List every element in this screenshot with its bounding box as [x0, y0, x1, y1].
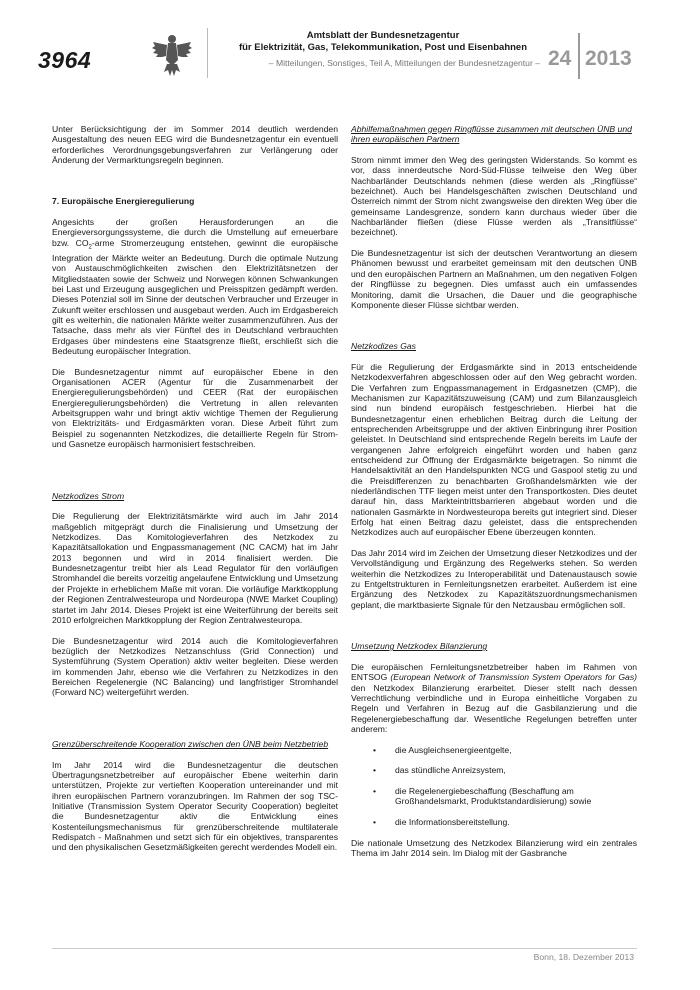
right-column [351, 124, 637, 869]
bullet-icon: • [373, 786, 377, 796]
paragraph: Für die Regulierung der Erdgasmärkte sind in 2013 entscheidende Netzkodexverfahren abgeschlossen oder auf den Weg gebracht worden. Die Verfahren zum Engpassmanagement in Erdgasnetzen (CMP), die Mechanismen zur Kapazitätszuweisung (CAM) und zum Bilanzausgleich sind nun bindend europäisch festgeschrieben. Hierbei hat die Bundesnetzagentur einen erheblichen Beitrag durch die Leitung der entsprechenden Arbeitsgruppe und der aktiven Einbringung ihrer Position geleistet. In Deutschland sind entsprechende Regeln bereits im Laufe der vergangenen Jahre erfolgreich eingeführt worden und haben ganz entscheidend zur Öffnung der Erdgasmärkte beigetragen. So nimmt die Handelsaktivität an den Handelspunkten NCG und Gaspool stetig zu und die Preisdifferenzen zu benachbarten Großhandelsmärkten wie der niederländischen TTF liegen meist unter den Transportkosten. Dies deutet darauf hin, dass Markteintrittsbarrieren abgebaut worden und die nationalen Gasmärkte in Nordwesteuropa bereits gut integriert sind. Dieser Erfolg hat einen Beitrag dazu geleistet, dass die entsprechenden Netzkodizes auch auf europäischer Ebene überzeugen konnten. [351, 361, 637, 538]
footer-divider [52, 948, 637, 949]
paragraph: Die Bundesnetzagentur wird 2014 auch die Komitologieverfahren bezüglich der Netzkodizes Netzanschluss (Grid Connection) und Systemführung (System Operation) aktiv weiter begleiten. Diese werden im kommenden Jahr, ebenso wie die Verfahren zu Netzkodizes in den Bereichen Regelenergie (NC Balancing) und langfristiger Stromhandel (Forward NC) weitergeführt werden. [52, 635, 338, 698]
paragraph: Die europäischen Fernleitungsnetzbetreiber haben im Rahmen von ENTSOG (European Network of Transmission System Operators for Gas) den Netzkodex Bilanzierung erarbeitet. Dieser stellt nach dessen Verrechtlichung verbindliche und in Europa einheitliche Vorgaben zu Regeln und Verfahren in Bezug auf die Gasbilanzierung und die Regelenergiebeschaffung dar. Wesentliche Regelungen betreffen unter anderem: [351, 661, 637, 734]
gazette-subtitle: – Mitteilungen, Sonstiges, Teil A, Mitteilungen der Bundesnetzagentur – [268, 58, 540, 68]
bullet-icon: • [373, 765, 377, 776]
subsection-heading: Netzkodizes Strom [52, 490, 125, 501]
issue-year: 2013 [585, 47, 632, 70]
paragraph: Das Jahr 2014 wird im Zeichen der Umsetzung dieser Netzkodizes und der Vervollständigung und Ergänzung des Regelwerks stehen. So werden weiterhin die Netzkodizes zu Interoperabilität und Datenaustausch sowie zu Entgeltstrukturen in Fernleitungsnetzen erarbeitet. Außerdem ist eine Ergänzung des Netzkodex zu Kapazitätszuordnungsmechanismen geplant, die marktbasierte Signale für den Netzausbau ermöglichen soll. [351, 548, 637, 610]
bullet-icon: • [373, 817, 377, 828]
footer-date: Bonn, 18. Dezember 2013 [533, 952, 634, 962]
issue-number: 24 [548, 47, 572, 70]
paragraph: Die Regulierung der Elektrizitätsmärkte wird auch im Jahr 2014 maßgeblich mitgeprägt durch die Finalisierung und Umsetzung der Netzkodizes. Das Komitologieverfahren des Netzkodex zu Kapazitätsallokation und Engpassmanagement (NC CACM) hat im Jahr 2013 begonnen und wird in 2014 finalisiert werden. Die Bundesnetzagentur treibt hier als Lead Regulator für den vorläufigen Stromhandel die bereits vorzeitig angelaufene Entwicklung und Umsetzung der Projekte in erheblichem Maße mit voran. Die vorläufige Marktkopplung der Regionen Zentralwesteuropa und Nordeuropa (NWE Market Coupling) startet im Jahr 2014. Dieses Projekt ist eine Weiterführung der bereits seit 2010 erfolgreichen Marktkopplung der Region Zentralwesteuropa. [52, 511, 338, 625]
bullet-icon: • [373, 744, 377, 755]
issue-divider [578, 33, 580, 79]
list-item: • die Regelenergiebeschaffung (Beschaffung am Großhandelsmarkt, Produktstandardisierung) sowie [373, 786, 592, 807]
page-number: 3964 [38, 47, 92, 73]
paragraph: Die nationale Umsetzung des Netzkodex Bilanzierung wird ein zentrales Thema im Jahr 2014 sein. Im Dialog mit der Gasbranche [351, 837, 637, 859]
paragraph: Im Jahr 2014 wird die Bundesnetzagentur die deutschen Übertragungsnetzbetreiber auf europäischer Ebene weiterhin darin unterstützen, Projekte zur vertieften Kooperation untereinander und mit ihren europäischen Partnern voranzubringen. Im Rahmen der sog TSC-Initiative (Transmission System Operator Security Cooperation) begleitet die Bundesnetzagentur aktiv die Entwicklung eines Kostenteilungsmechanismus für grenzüberschreitende multilaterale Redispatch - Maßnahmen und setzt sich für ein objektives, transparentes und den physikalischen Gesetzmäßigkeiten gerecht werdendes Modell ein. [52, 759, 338, 853]
list-item: • das stündliche Anreizsystem, [373, 765, 506, 776]
header-divider [207, 28, 208, 78]
paragraph: Angesichts der großen Herausforderungen an die Energieversorgungssysteme, die durch die Umstellung auf erneuerbare bzw. $CO_2$-arme Stromerzeugung entstehen, gewinnt die europäische Integration der Märkte weiter an Bedeutung. Durch die optimale Nutzung von Austauschmöglichkeiten zwischen den Elektrizitätsnetzen der Mitgliedstaaten sowie der Schweiz und Norwegen können Schwankungen bei Last und Erzeugung ausgeglichen und Preisspitzen gedämpft werden. Dieses Potenzial soll im Sinne der deutschen Verbraucher und Erzeuger in Zukunft weiter erschlossen und ausgebaut werden. Auch im Erdgasbereich gilt es weiterhin, die nationalen Märkte weiter zusammenzuführen. Aus der Tatsache, dass mehr als vier Fünftel des in Deutschland verbrauchten Erdgases über mindestens eine Staatsgrenze fließt, erschließt sich die Bedeutung europäischer Integration. [52, 217, 338, 356]
bullet-list [351, 745, 637, 828]
paragraph: Die Bundesnetzagentur ist sich der deutschen Verantwortung an diesem Phänomen bewusst und erarbeitet gemeinsam mit den deutschen ÜNB und den europäischen Partnern an Maßnahmen, um den negativen Folgen der Ringflüsse zu begegnen. Dies umfasst auch ein umfassendes Monitoring, damit die Ursachen, die Dauer und die geographische Komponente dieser Flüsse sichtbar werden. [351, 248, 637, 310]
paragraph: Die Bundesnetzagentur nimmt auf europäischer Ebene in den Organisationen ACER (Agentur für die Zusammenarbeit der Energieregulierungsbehörden) und CEER (Rat der europäischen Energieregulierungsbehörden) die Vertretung in allen relevanten Arbeitsgruppen wahr und bringt aktiv wichtige Themen der Regulierung von Elektrizitäts- und Erdgasmärkten voran. Diese Arbeit führt zum Beispiel zu sogenannten Netzkodizes, die detaillierte Regeln für Strom- und Gasnetze europäisch harmonisiert festschreiben. [52, 366, 338, 450]
subsection-heading: Umsetzung Netzkodex Bilanzierung [351, 641, 488, 652]
subsection-heading: Abhilfemaßnahmen gegen Ringflüsse zusammen mit deutschen ÜNB und ihren europäischen Partnern [351, 124, 632, 145]
paragraph: Unter Berücksichtigung der im Sommer 2014 deutlich werdenden Ausgestaltung des neuen EEG wird die Bundesnetzagentur ein eventuell erforderliches Verordnungsgebungsverfahren zur Verlängerung oder Änderung der Vermarktungsregeln beginnen. [52, 124, 338, 166]
list-item: • die Ausgleichsenergieentgelte, [373, 744, 512, 755]
paragraph: Strom nimmt immer den Weg des geringsten Widerstands. So kommt es vor, dass innerdeutsche Nord-Süd-Flüsse teilweise den Weg über Nachbarländer Deutschlands nehmen (diese werden als „Ringflüsse“ bezeichnet). Auch bei Handelsgeschäften zwischen Deutschland und Österreich nimmt der Strom nicht zwangsweise den direkten Weg über die gemeinsame Landesgrenze, sondern kann durchaus wieder über die Nachbarländer fließen (diese Flüsse werden als „Transitflüsse“ bezeichnet). [351, 155, 637, 238]
section-heading: 7. Europäische Energieregulierung [52, 196, 195, 207]
left-column [52, 124, 338, 863]
gazette-title: Amtsblatt der Bundesnetzagentur für Elektrizität, Gas, Telekommunikation, Post und Eisenbahnen [238, 30, 528, 53]
list-item: • die Informationsbereitstellung. [373, 817, 510, 828]
subsection-heading: Grenzüberschreitende Kooperation zwischen den ÜNB beim Netzbetrieb [52, 738, 329, 749]
federal-eagle-icon [150, 30, 194, 78]
subsection-heading: Netzkodizes Gas [351, 341, 416, 352]
